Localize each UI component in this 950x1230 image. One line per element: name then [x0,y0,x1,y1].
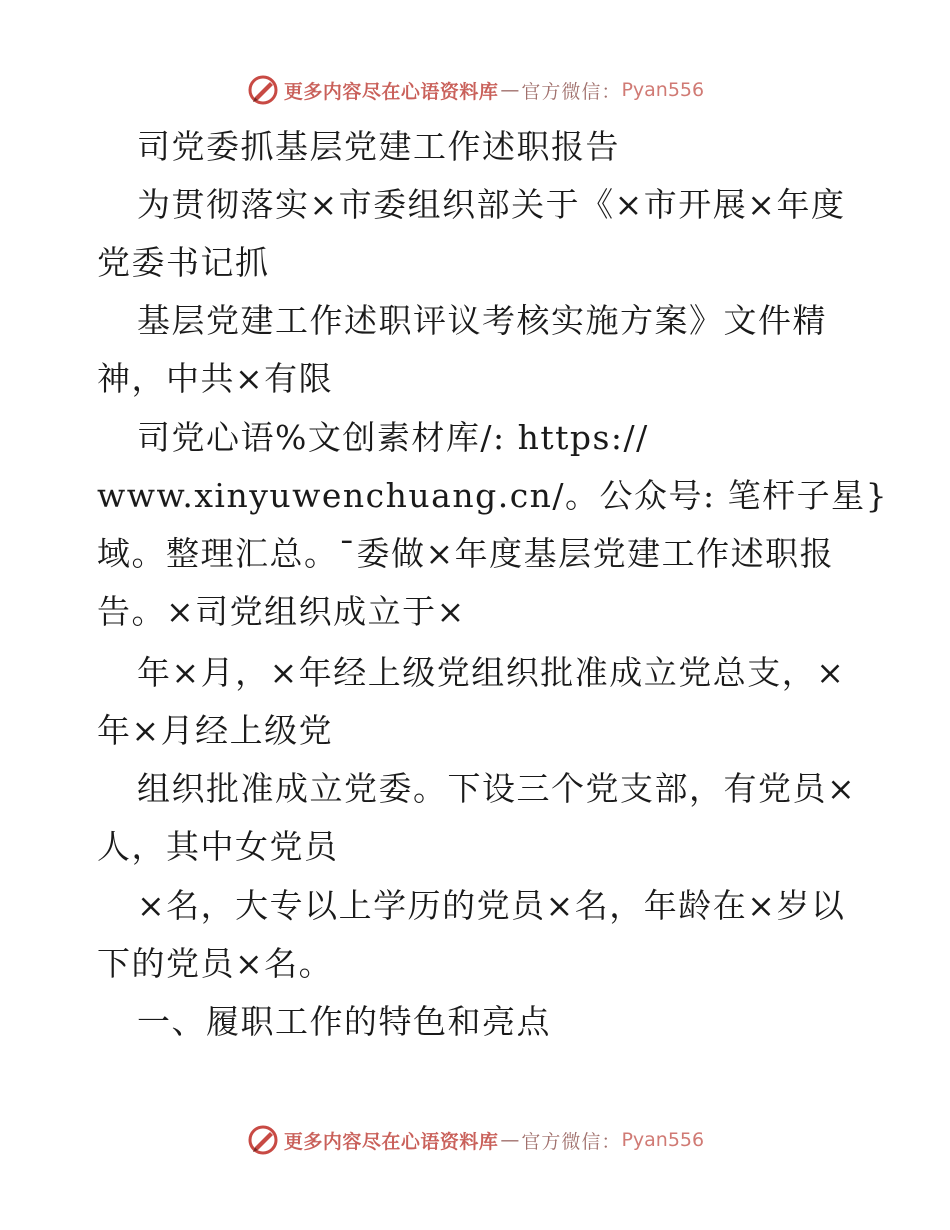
doc-title: 司党委抓基层党建工作述职报告 [137,127,620,166]
banner-dash: — [500,1129,520,1151]
doc-line: www.xinyuwenchuang.cn/。公众号: 笔杆子星} [97,476,889,515]
pen-logo-icon [246,1123,280,1157]
banner-main-text: 更多内容尽在心语资料库 [283,80,499,103]
doc-line: 年×月，×年经上级党组织批准成立党总支，× [137,653,846,692]
doc-line: 司党心语%文创素材库/: https:// [137,418,649,457]
header-watermark-banner [0,70,950,110]
banner-wechat-id: Pyan556 [621,79,705,101]
doc-line: ×名，大专以上学历的党员×名，年龄在×岁以 [137,886,846,925]
banner-wechat-id: Pyan556 [621,1129,705,1151]
doc-line: 神，中共×有限 [97,359,334,398]
footer-watermark-banner [0,1120,950,1160]
doc-line: 为贯彻落实×市委组织部关于《×市开展×年度 [137,185,846,224]
doc-line: 基层党建工作述职评议考核实施方案》文件精 [137,301,827,340]
doc-section-heading: 一、履职工作的特色和亮点 [137,1002,551,1041]
doc-line: 域。整理汇总。¯委做×年度基层党建工作述职报 [97,534,835,573]
doc-line: 党委书记抓 [97,243,270,282]
banner-wechat-label: 官方微信： [521,80,622,103]
doc-line: 人，其中女党员 [97,827,339,866]
banner-wechat-label: 官方微信： [521,1130,622,1153]
pen-logo-icon [246,73,280,107]
doc-line: 告。×司党组织成立于× [97,592,466,631]
banner-main-text: 更多内容尽在心语资料库 [283,1130,499,1153]
doc-line: 年×月经上级党 [97,711,334,750]
doc-line: 下的党员×名。 [97,944,334,983]
banner-dash: — [500,79,520,101]
doc-line: 组织批准成立党委。下设三个党支部，有党员× [137,769,857,808]
